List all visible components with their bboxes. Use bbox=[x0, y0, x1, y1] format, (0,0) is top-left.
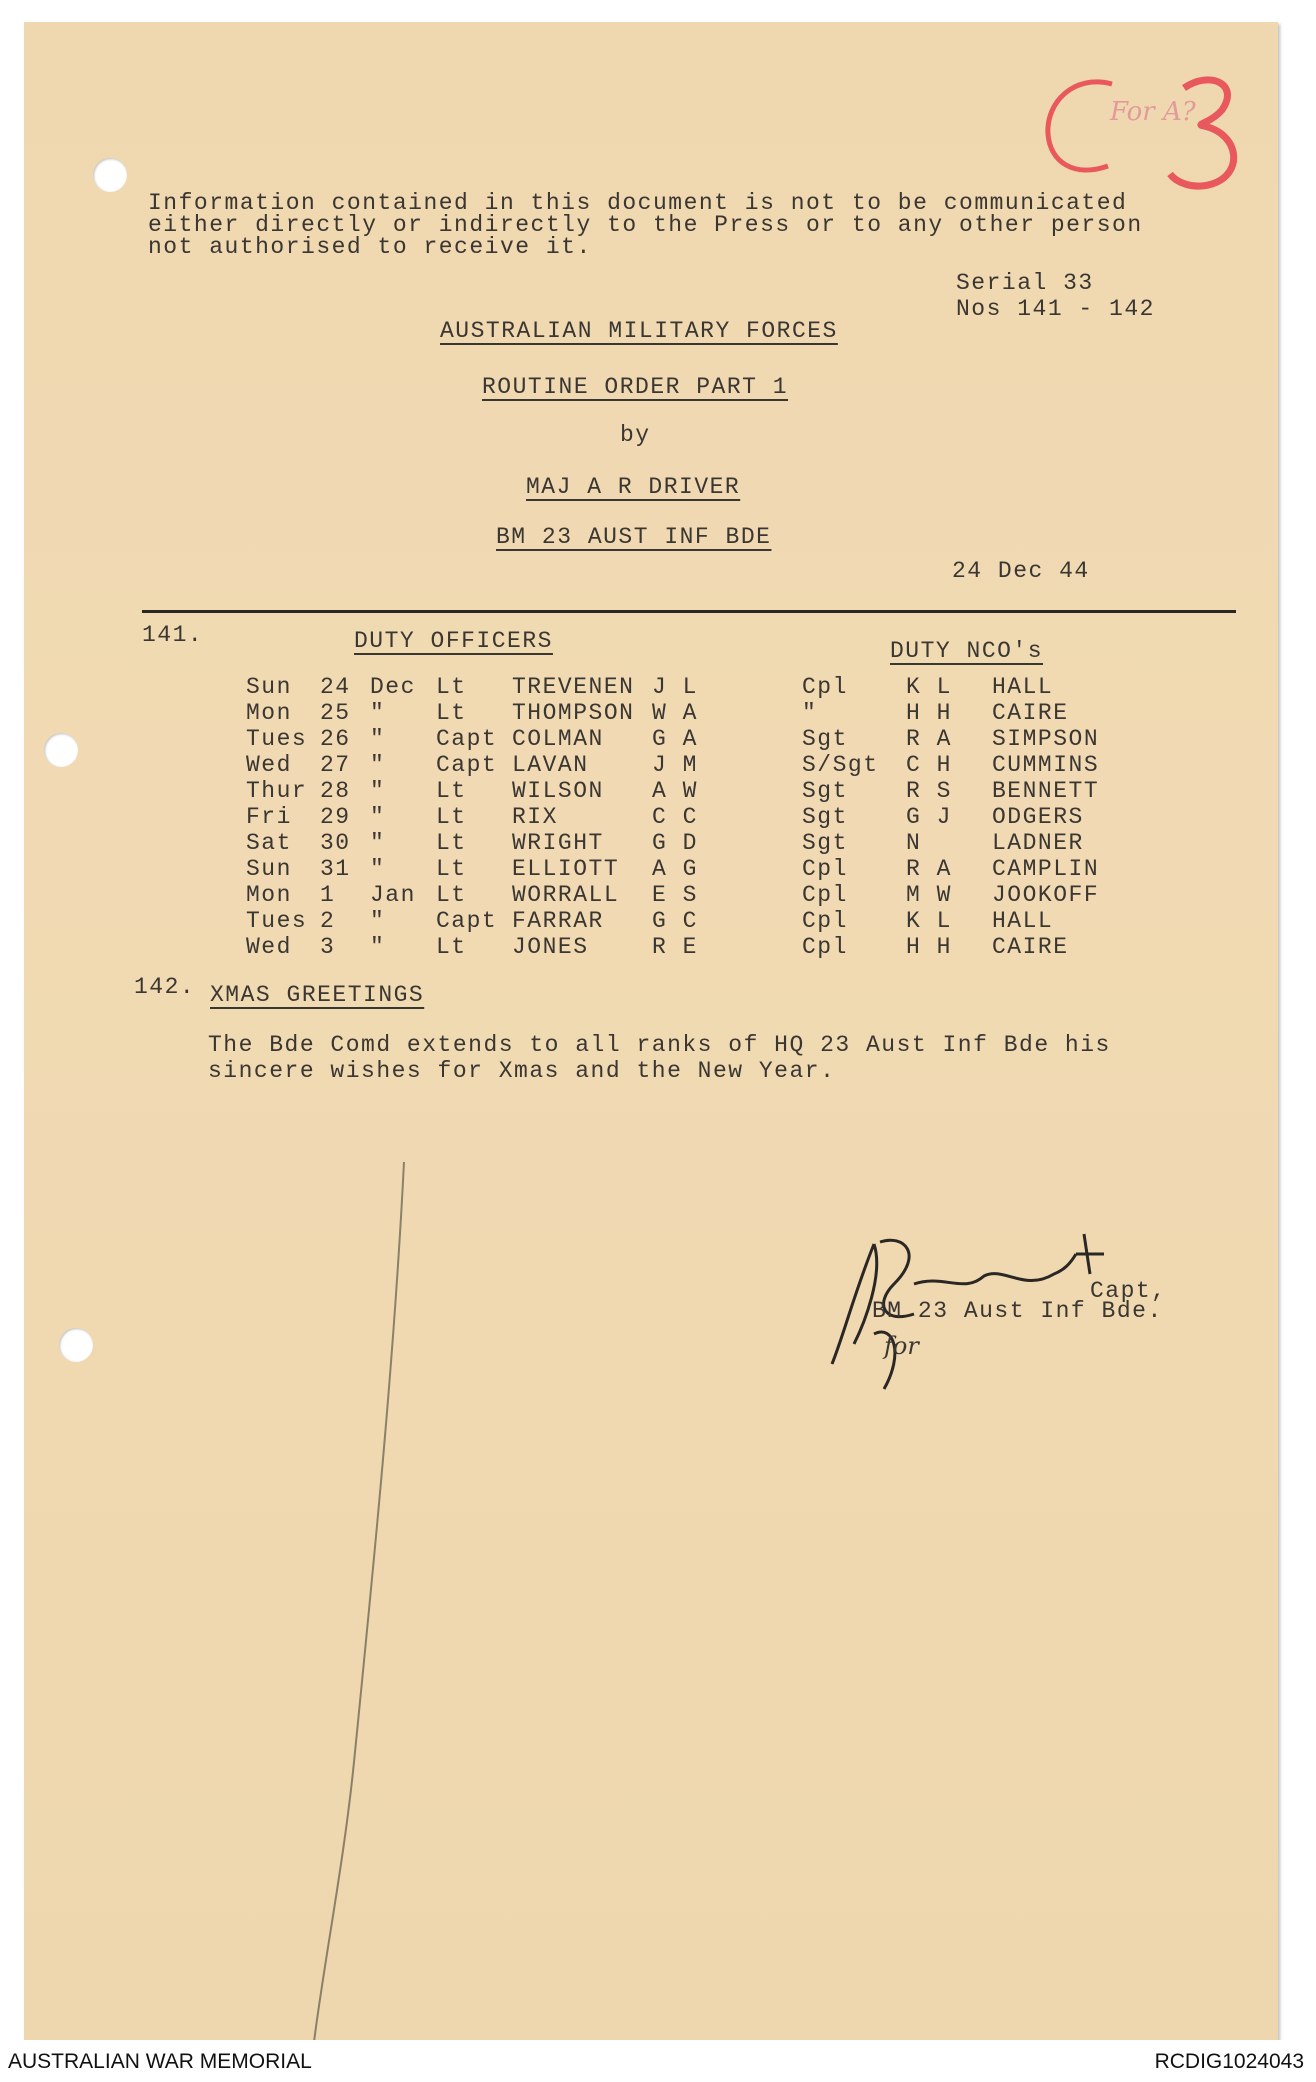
roster-row bbox=[246, 726, 1112, 752]
roster-month: " bbox=[370, 908, 386, 934]
roster-o-name: THOMPSON bbox=[512, 700, 635, 726]
org-heading: AUSTRALIAN MILITARY FORCES bbox=[440, 318, 838, 344]
roster-o-init: G C bbox=[652, 908, 698, 934]
roster-o-rank: Lt bbox=[436, 778, 467, 804]
roster-o-name: TREVENEN bbox=[512, 674, 635, 700]
roster-o-name: JONES bbox=[512, 934, 589, 960]
roster-o-rank: Capt bbox=[436, 726, 498, 752]
roster-row bbox=[246, 752, 1112, 778]
roster-o-name: WILSON bbox=[512, 778, 604, 804]
roster-n-rank: Cpl bbox=[802, 856, 848, 882]
stamp-note-text: For A? bbox=[1110, 97, 1196, 127]
roster-n-init: N bbox=[906, 830, 922, 856]
roster-n-rank: Sgt bbox=[802, 830, 848, 856]
roster-num: 1 bbox=[320, 882, 336, 908]
roster-n-init: R A bbox=[906, 856, 952, 882]
duty-officers-heading: DUTY OFFICERS bbox=[354, 628, 553, 654]
roster-n-init: R S bbox=[906, 778, 952, 804]
roster-n-rank: " bbox=[802, 700, 818, 726]
issuing-unit: BM 23 AUST INF BDE bbox=[496, 524, 772, 550]
punch-hole bbox=[93, 158, 127, 192]
roster-day: Mon bbox=[246, 700, 292, 726]
roster-num: 27 bbox=[320, 752, 351, 778]
roster-day: Tues bbox=[246, 726, 308, 752]
roster-o-name: FARRAR bbox=[512, 908, 604, 934]
roster-month: " bbox=[370, 804, 386, 830]
roster-o-init: G A bbox=[652, 726, 698, 752]
roster-month: " bbox=[370, 778, 386, 804]
roster-row bbox=[246, 908, 1112, 934]
roster-n-name: SIMPSON bbox=[992, 726, 1100, 752]
punch-hole bbox=[44, 733, 78, 767]
roster-day: Sun bbox=[246, 674, 292, 700]
roster-o-rank: Lt bbox=[436, 700, 467, 726]
roster-n-name: CUMMINS bbox=[992, 752, 1100, 778]
signatory-appointment: BM 23 Aust Inf Bde. bbox=[872, 1298, 1163, 1324]
roster-n-rank: Sgt bbox=[802, 726, 848, 752]
security-notice-line-2: either directly or indirectly to the Press or to any other person bbox=[148, 212, 1143, 238]
roster-o-name: ELLIOTT bbox=[512, 856, 620, 882]
roster-o-rank: Lt bbox=[436, 856, 467, 882]
roster-n-init: K L bbox=[906, 908, 952, 934]
roster-n-rank: Cpl bbox=[802, 908, 848, 934]
roster-month: " bbox=[370, 934, 386, 960]
roster-row bbox=[246, 934, 1112, 960]
roster-day: Thur bbox=[246, 778, 308, 804]
greetings-line-1: The Bde Comd extends to all ranks of HQ 23 Aust Inf Bde his bbox=[208, 1032, 1111, 1058]
roster-n-rank: Cpl bbox=[802, 882, 848, 908]
serial-number: Serial 33 bbox=[956, 270, 1094, 296]
roster-num: 31 bbox=[320, 856, 351, 882]
roster-n-init: G J bbox=[906, 804, 952, 830]
roster-n-name: CAIRE bbox=[992, 934, 1069, 960]
roster-n-init: K L bbox=[906, 674, 952, 700]
greetings-line-2: sincere wishes for Xmas and the New Year. bbox=[208, 1058, 836, 1084]
roster-n-name: ODGERS bbox=[992, 804, 1084, 830]
roster-row bbox=[246, 804, 1112, 830]
roster-o-name: RIX bbox=[512, 804, 558, 830]
roster-o-init: J L bbox=[652, 674, 698, 700]
roster-n-rank: Sgt bbox=[802, 804, 848, 830]
archive-caption-bar bbox=[0, 2040, 1316, 2082]
item-141-number: 141. bbox=[142, 622, 204, 648]
roster-month: " bbox=[370, 830, 386, 856]
roster-row bbox=[246, 882, 1112, 908]
roster-o-rank: Lt bbox=[436, 804, 467, 830]
roster-n-init: H H bbox=[906, 934, 952, 960]
registry-stamp bbox=[1034, 62, 1254, 202]
roster-num: 29 bbox=[320, 804, 351, 830]
roster-day: Fri bbox=[246, 804, 292, 830]
roster-n-name: HALL bbox=[992, 908, 1054, 934]
roster-n-name: CAMPLIN bbox=[992, 856, 1100, 882]
roster-o-init: G D bbox=[652, 830, 698, 856]
roster-n-rank: S/Sgt bbox=[802, 752, 879, 778]
xmas-greetings-heading: XMAS GREETINGS bbox=[210, 982, 425, 1008]
roster-o-init: C C bbox=[652, 804, 698, 830]
roster-row bbox=[246, 830, 1112, 856]
roster-month: Dec bbox=[370, 674, 416, 700]
roster-num: 2 bbox=[320, 908, 336, 934]
roster-n-init: C H bbox=[906, 752, 952, 778]
roster-month: Jan bbox=[370, 882, 416, 908]
roster-month: " bbox=[370, 726, 386, 752]
roster-num: 24 bbox=[320, 674, 351, 700]
roster-o-rank: Lt bbox=[436, 934, 467, 960]
roster-day: Sat bbox=[246, 830, 292, 856]
roster-o-rank: Lt bbox=[436, 674, 467, 700]
paper-crease bbox=[294, 1162, 414, 2062]
roster-n-name: HALL bbox=[992, 674, 1054, 700]
archive-name: AUSTRALIAN WAR MEMORIAL bbox=[8, 2050, 312, 2073]
roster-row bbox=[246, 856, 1112, 882]
roster-o-rank: Lt bbox=[436, 882, 467, 908]
roster-n-name: CAIRE bbox=[992, 700, 1069, 726]
item-142-number: 142. bbox=[134, 974, 196, 1000]
roster-o-init: A G bbox=[652, 856, 698, 882]
order-title: ROUTINE ORDER PART 1 bbox=[482, 374, 789, 400]
roster-num: 3 bbox=[320, 934, 336, 960]
roster-num: 25 bbox=[320, 700, 351, 726]
roster-month: " bbox=[370, 856, 386, 882]
by-label: by bbox=[620, 422, 651, 448]
roster-row bbox=[246, 778, 1112, 804]
roster-n-name: LADNER bbox=[992, 830, 1084, 856]
roster-n-rank: Cpl bbox=[802, 934, 848, 960]
roster-o-name: WORRALL bbox=[512, 882, 620, 908]
roster-num: 26 bbox=[320, 726, 351, 752]
order-date: 24 Dec 44 bbox=[952, 558, 1090, 584]
roster-o-name: LAVAN bbox=[512, 752, 589, 778]
section-divider bbox=[142, 610, 1236, 613]
signatory-rank: Capt, bbox=[1090, 1278, 1167, 1304]
roster-n-rank: Cpl bbox=[802, 674, 848, 700]
roster-n-name: JOOKOFF bbox=[992, 882, 1100, 908]
roster-o-init: A W bbox=[652, 778, 698, 804]
roster-o-init: E S bbox=[652, 882, 698, 908]
duty-ncos-heading: DUTY NCO's bbox=[890, 638, 1044, 664]
order-numbers: Nos 141 - 142 bbox=[956, 296, 1155, 322]
roster-o-name: WRIGHT bbox=[512, 830, 604, 856]
roster-day: Wed bbox=[246, 752, 292, 778]
roster-month: " bbox=[370, 752, 386, 778]
roster-month: " bbox=[370, 700, 386, 726]
roster-n-init: H H bbox=[906, 700, 952, 726]
roster-row bbox=[246, 674, 1112, 700]
roster-o-init: R E bbox=[652, 934, 698, 960]
roster-n-init: M W bbox=[906, 882, 952, 908]
duty-roster-table bbox=[246, 674, 1112, 960]
roster-day: Tues bbox=[246, 908, 308, 934]
punch-hole bbox=[59, 1328, 93, 1362]
roster-o-init: W A bbox=[652, 700, 698, 726]
roster-num: 30 bbox=[320, 830, 351, 856]
roster-day: Wed bbox=[246, 934, 292, 960]
roster-o-rank: Capt bbox=[436, 908, 498, 934]
signature-for: for bbox=[884, 1332, 919, 1360]
roster-day: Mon bbox=[246, 882, 292, 908]
roster-o-name: COLMAN bbox=[512, 726, 604, 752]
roster-o-init: J M bbox=[652, 752, 698, 778]
roster-o-rank: Capt bbox=[436, 752, 498, 778]
roster-row bbox=[246, 700, 1112, 726]
roster-n-rank: Sgt bbox=[802, 778, 848, 804]
security-notice-line-3: not authorised to receive it. bbox=[148, 234, 592, 260]
roster-day: Sun bbox=[246, 856, 292, 882]
archive-reference: RCDIG1024043 bbox=[1154, 2050, 1304, 2073]
roster-num: 28 bbox=[320, 778, 351, 804]
issuing-officer: MAJ A R DRIVER bbox=[526, 474, 741, 500]
security-notice-line-1: Information contained in this document is not to be communicated bbox=[148, 190, 1128, 216]
roster-n-init: R A bbox=[906, 726, 952, 752]
roster-o-rank: Lt bbox=[436, 830, 467, 856]
document-page bbox=[24, 22, 1278, 2040]
roster-n-name: BENNETT bbox=[992, 778, 1100, 804]
